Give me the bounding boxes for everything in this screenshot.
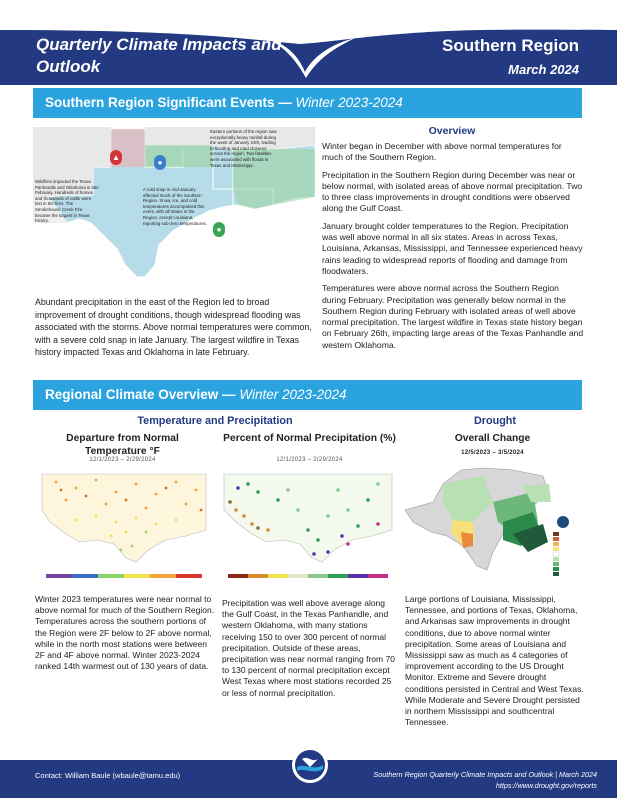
- overview-body: [322, 141, 585, 357]
- significant-events-banner: [33, 88, 582, 118]
- precip-map-date: 12/1/2023 – 2/29/2024: [276, 457, 343, 463]
- drought-map-date: 12/5/2023 – 3/5/2024: [461, 450, 524, 456]
- cold-snap-callout: A cold snap in mid-January affected much of the Southern Region. Snow, ice, and cold temperatures accompanied this event, with all states in the Region, except Louisiana, reporting sub-zero temperatures.: [143, 187, 207, 226]
- temp-map-title: Departure from Normal Temperature °F: [66, 433, 179, 457]
- drought-summary: Large portions of Louisiana, Mississippi, Tennessee, and portions of Texas, Oklahoma, and Arkansas saw improvements in drought conditions, due to above normal winter precipitation. Some areas of Louisiana and Mississippi saw as much as 4 categories of improvement according to the US Drought Monitor. Extreme and Severe drought conditions persisted in Central and West Texas. While Moderate and Severe Drought persisted in northern Mississippi and southcentral Tennessee.: [405, 594, 584, 728]
- significant-events-summary: Abundant precipitation in the east of the Region led to broad improvement of drought conditions, though widespread flooding was associated with the storms. Above normal temperatures were common, with a severe cold snap in late January. The largest wildfire in Texas history impacted Texas and Oklahoma in late February.: [35, 297, 312, 358]
- noaa-logo: [292, 747, 328, 783]
- report-title: Quarterly Climate Impacts and Outlook: [36, 35, 282, 76]
- precip-map-title: Percent of Normal Precipitation (%): [223, 433, 396, 444]
- flooding-callout: Eastern portions of the region saw exceptionally heavy rainfall during the week of January 24th, leading to flooding and road closures across the region. Two fatalities were associated with floods in Texas and Mississippi.: [210, 129, 277, 168]
- precipitation-map-graphic: [218, 470, 398, 585]
- regional-overview-banner-title: Regional Climate Overview —: [45, 387, 240, 402]
- region-name: Southern Region: [442, 36, 579, 55]
- overview-paragraph: January brought colder temperatures to the Region. Precipitation was well above normal in all six states. Areas in across Texas, Louisiana, Arkansas, Mississippi, and Tennessee experienced heavy rains leading to widespread reports of flooding and damage from floodwaters.: [322, 220, 583, 276]
- precipitation-percent-map: [218, 470, 398, 585]
- regional-overview-banner-season: Winter 2023-2024: [239, 387, 347, 402]
- drought-map-title: Overall Change: [454, 433, 531, 444]
- footer-report-title: Southern Region Quarterly Climate Impacts and Outlook | March 2024: [373, 770, 597, 779]
- raindrop-icon: ●: [213, 222, 225, 237]
- overview-paragraph: Winter began in December with above normal temperatures for much of the Southern Region.: [322, 141, 562, 163]
- temperature-map-graphic: [36, 470, 212, 585]
- contact-info: Contact: William Baule (wbaule@tamu.edu): [35, 771, 181, 780]
- significant-events-banner-title: Southern Region Significant Events —: [45, 95, 296, 110]
- regional-overview-banner: [33, 380, 582, 410]
- overview-title: Overview: [428, 125, 476, 137]
- overview-paragraph: Temperatures were above normal across the Southern Region during February. Precipitation was generally below normal in the Southern Region during February with isolated areas of well above normal precipitation. The largest wildfire in Texas state history began on February 26th, impacting large areas of the Texas Panhandle and western Oklahoma.: [322, 283, 584, 350]
- overview-paragraph: Precipitation in the Southern Region during December was near or below normal, with isolated areas of above normal precipitation. Two to three class improvements in drought conditions were observed along the Gulf Coast.: [322, 169, 583, 214]
- drought-map-graphic: [403, 462, 585, 588]
- drought-change-map: [403, 462, 585, 588]
- fire-icon: ▲: [110, 150, 122, 165]
- page-footer: [0, 760, 617, 798]
- report-date: March 2024: [508, 62, 579, 77]
- noaa-logo-graphic: [294, 749, 326, 781]
- footer-url[interactable]: https://www.drought.gov/reports: [495, 781, 597, 790]
- significant-events-banner-season: Winter 2023-2024: [295, 95, 403, 110]
- temp-map-date: 12/1/2023 – 2/29/2024: [89, 457, 156, 463]
- thermometer-icon: ●: [154, 155, 166, 170]
- temperature-summary: Winter 2023 temperatures were near normal to above normal for much of the Southern Region. Temperatures across the southern portions of the Region were 2F below to 2F above normal, while in the north most stations were between 2F and 4F above normal. Winter 2023-2024 ranked 14th warmest out of 130 years of data.: [35, 594, 215, 672]
- drought-heading: Drought: [474, 415, 516, 427]
- page-header: [0, 0, 617, 85]
- precipitation-summary: Precipitation was well above average along the Gulf Coast, in the Texas Panhandle, and western Oklahoma, with many stations receiving 150 to over 300 percent of normal precipitation. Outside of these areas, precipitation was near normal ranging from 70 to 130 percent of normal precipitation except West Texas where most stations recorded 25 or less of normal precipitation.: [222, 598, 395, 698]
- temp-precip-heading: Temperature and Precipitation: [137, 415, 293, 427]
- wildfire-callout: Wildfires impacted the Texas Panhandle and Oklahoma in late February. Hundreds of homes and thousands of cattle were lost in the fires. The Smokehouse Creek Fire became the largest in Texas history.: [35, 179, 99, 224]
- temperature-departure-map: [36, 470, 212, 585]
- significant-events-map: [33, 127, 315, 297]
